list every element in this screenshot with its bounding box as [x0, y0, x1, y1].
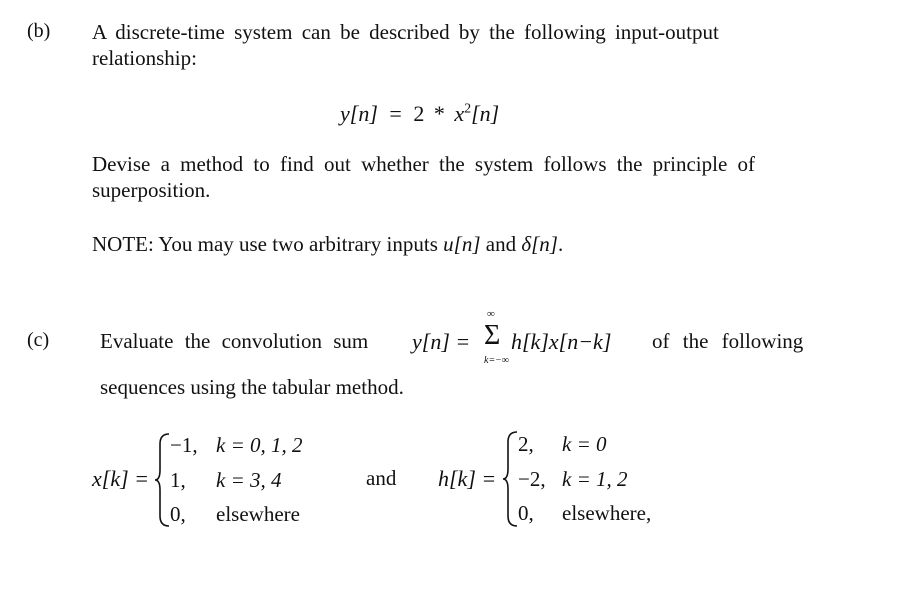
note-text: NOTE: You may use two arbitrary inputs: [92, 232, 444, 256]
note-delta: δ[n]: [521, 232, 558, 256]
x-lhs: x[k] =: [92, 466, 149, 491]
eq-x: x: [454, 101, 465, 126]
x-case-value: −1,: [170, 433, 198, 457]
note-end: .: [557, 232, 564, 256]
x-case-value: 1,: [170, 468, 186, 492]
eq-lhs: y[n]: [340, 101, 378, 126]
h-case-row-2: [518, 467, 628, 492]
x-case-row-1: [170, 433, 303, 458]
h-case-value: 0,: [518, 501, 534, 525]
h-case-row-1: [518, 432, 607, 457]
part-b-note: [92, 232, 563, 257]
x-case-row-2: [170, 468, 282, 493]
part-c-of-text: of the following: [652, 329, 804, 353]
h-case-value: −2,: [518, 467, 546, 491]
x-case-condition: k = 0, 1, 2: [216, 433, 303, 457]
sum-body: h[k]x[n−k]: [511, 329, 612, 354]
h-case-condition: elsewhere,: [562, 501, 652, 525]
x-case-row-3: [170, 502, 300, 527]
part-b-devise-line2: superposition.: [92, 178, 211, 202]
sum-symbol: Σ: [484, 320, 501, 351]
x-brace: [155, 432, 171, 528]
x-case-value: 0,: [170, 502, 186, 526]
eq-op: *: [433, 101, 445, 126]
sum-lhs: y[n] =: [412, 329, 471, 354]
output-equation: [340, 101, 499, 127]
part-b-label: (b): [27, 20, 51, 42]
note-u: u[n]: [443, 232, 481, 256]
eq-sup: 2: [464, 101, 472, 117]
eq-equals: =: [389, 101, 402, 126]
h-case-condition: k = 1, 2: [562, 467, 628, 491]
h-case-condition: k = 0: [562, 432, 607, 456]
sum-upper: ∞: [487, 308, 495, 320]
x-case-condition: elsewhere: [216, 502, 300, 526]
h-case-value: 2,: [518, 432, 534, 456]
part-c-evaluate-text: Evaluate the convolution sum: [100, 329, 369, 353]
x-case-condition: k = 3, 4: [216, 468, 282, 492]
sum-lower: k=−∞: [484, 355, 510, 366]
part-b-intro-line1: A discrete-time system can be described by the following input-output: [92, 20, 719, 44]
h-case-row-3: [518, 501, 651, 526]
part-c-line2: sequences using the tabular method.: [100, 375, 404, 399]
h-brace: [503, 430, 519, 528]
part-c-label: (c): [27, 329, 50, 351]
note-and: and: [480, 232, 522, 256]
part-b-devise-line1: Devise a method to find out whether the system follows the principle of: [92, 152, 756, 176]
h-lhs: h[k] =: [438, 466, 497, 491]
eq-coef: 2: [413, 101, 425, 126]
part-b-intro-line2: relationship:: [92, 46, 197, 70]
and-text: and: [366, 466, 397, 490]
eq-arg: [n]: [471, 101, 500, 126]
